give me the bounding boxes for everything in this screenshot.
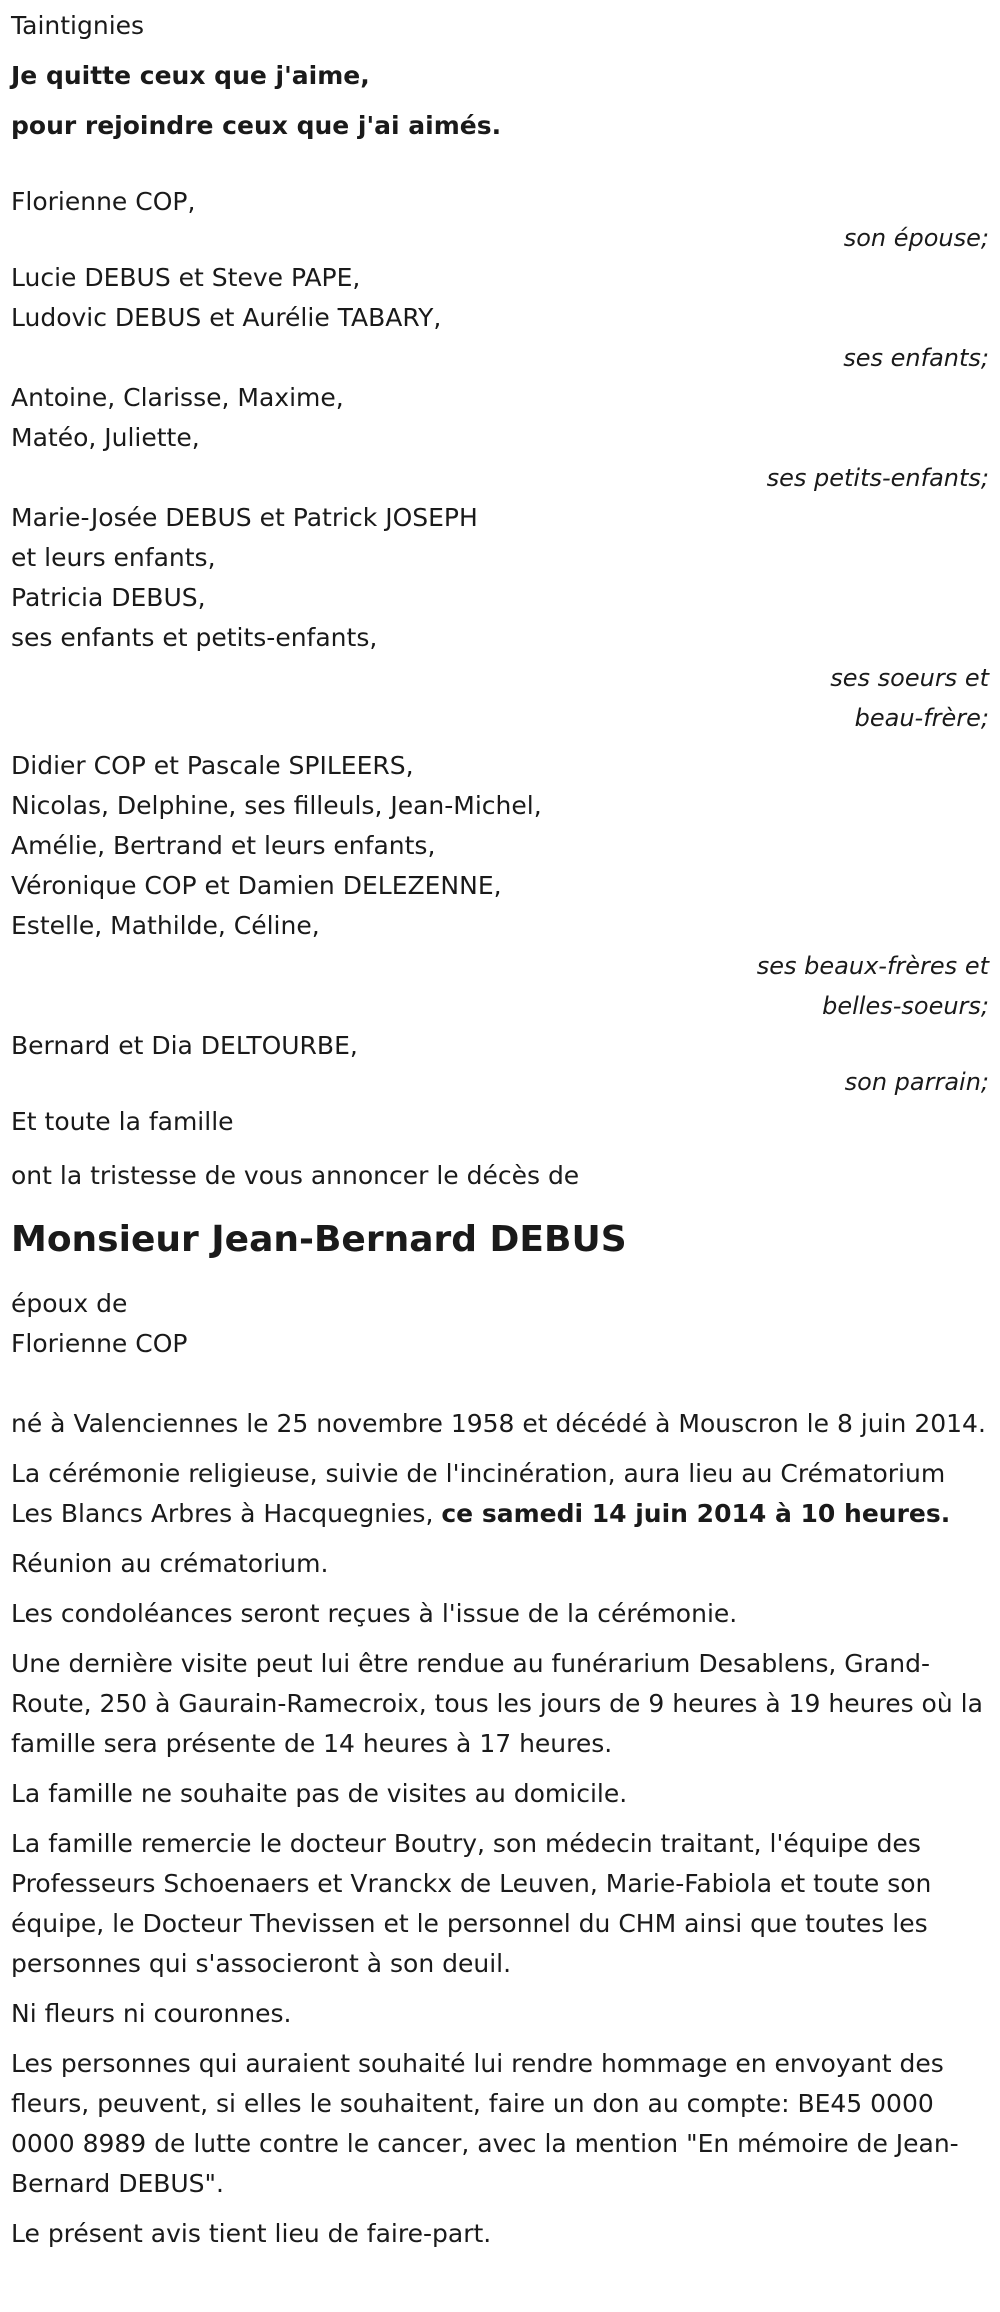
sisters-role-line-2: beau-frère; bbox=[854, 704, 989, 732]
rest-of-family: Et toute la famille bbox=[11, 1107, 234, 1136]
inlaws-line-5: Estelle, Mathilde, Céline, bbox=[11, 911, 320, 940]
spouse-name: Florienne COP, bbox=[11, 187, 196, 216]
sisters-line-4: ses enfants et petits-enfants, bbox=[11, 623, 378, 652]
reunion-text: Réunion au crématorium. bbox=[11, 1549, 329, 1578]
sisters-line-1: Marie-Josée DEBUS et Patrick JOSEPH bbox=[11, 503, 478, 532]
godfather-role: son parrain; bbox=[844, 1068, 989, 1096]
grandchildren-line-2: Matéo, Juliette, bbox=[11, 423, 200, 452]
inlaws-line-2: Nicolas, Delphine, ses filleuls, Jean-Michel, bbox=[11, 791, 542, 820]
grandchildren-role: ses petits-enfants; bbox=[766, 464, 989, 492]
children-line-1: Lucie DEBUS et Steve PAPE, bbox=[11, 263, 361, 292]
inlaws-role-line-2: belles-soeurs; bbox=[822, 992, 989, 1020]
no-home-visits-text: La famille ne souhaite pas de visites au domicile. bbox=[11, 1779, 628, 1808]
sisters-role-line-1: ses soeurs et bbox=[830, 664, 989, 692]
donation-text: Les personnes qui auraient souhaité lui rendre hommage en envoyant des fleurs, peuvent, si elles le souhaitent, faire un don au compte: BE45 0000 0000 8989 de lutte contre le cancer, avec la mention "En mémoire de Jean-Bernard DEBUS". bbox=[11, 2049, 959, 2198]
inlaws-line-3: Amélie, Bertrand et leurs enfants, bbox=[11, 831, 436, 860]
thanks-text: La famille remercie le docteur Boutry, son médecin traitant, l'équipe des Professeurs Schoenaers et Vranckx de Leuven, Marie-Fabiola et toute son équipe, le Docteur Thevissen et le personnel du CHM ainsi que toutes les personnes qui s'associeront à son deuil. bbox=[11, 1829, 932, 1978]
inlaws-line-4: Véronique COP et Damien DELEZENNE, bbox=[11, 871, 502, 900]
announcement-text: ont la tristesse de vous annoncer le décès de bbox=[11, 1161, 580, 1190]
ceremony-date: ce samedi 14 juin 2014 à 10 heures. bbox=[441, 1499, 951, 1528]
spouse-role: son épouse; bbox=[843, 224, 989, 252]
children-line-2: Ludovic DEBUS et Aurélie TABARY, bbox=[11, 303, 442, 332]
location-label: Taintignies bbox=[11, 11, 145, 40]
spouse-of-label: époux de bbox=[11, 1289, 128, 1318]
godfather-name: Bernard et Dia DELTOURBE, bbox=[11, 1031, 358, 1060]
children-role: ses enfants; bbox=[843, 344, 989, 372]
quote-line-2: pour rejoindre ceux que j'ai aimés. bbox=[11, 111, 502, 140]
quote-line-1: Je quitte ceux que j'aime, bbox=[11, 61, 370, 90]
sisters-line-2: et leurs enfants, bbox=[11, 543, 216, 572]
inlaws-line-1: Didier COP et Pascale SPILEERS, bbox=[11, 751, 414, 780]
birth-death-text: né à Valenciennes le 25 novembre 1958 et décédé à Mouscron le 8 juin 2014. bbox=[11, 1409, 986, 1438]
condolences-text: Les condoléances seront reçues à l'issue de la cérémonie. bbox=[11, 1599, 738, 1628]
ceremony-paragraph bbox=[11, 1454, 989, 1534]
grandchildren-line-1: Antoine, Clarisse, Maxime, bbox=[11, 383, 344, 412]
deceased-name: Monsieur Jean-Bernard DEBUS bbox=[11, 1219, 627, 1260]
no-flowers-text: Ni fleurs ni couronnes. bbox=[11, 1999, 292, 2028]
spouse-of-name: Florienne COP bbox=[11, 1329, 188, 1358]
faire-part-text: Le présent avis tient lieu de faire-part. bbox=[11, 2219, 492, 2248]
ceremony-text: La cérémonie religieuse, suivie de l'incinération, aura lieu au Crématorium Les Blancs Arbres à Hacquegnies, bbox=[11, 1459, 946, 1528]
inlaws-role-line-1: ses beaux-frères et bbox=[756, 952, 989, 980]
obituary-notice bbox=[11, 0, 989, 2264]
visit-text: Une dernière visite peut lui être rendue au funérarium Desablens, Grand-Route, 250 à Gaurain-Ramecroix, tous les jours de 9 heures à 19 heures où la famille sera présente de 14 heures à 17 heures. bbox=[11, 1649, 983, 1758]
sisters-line-3: Patricia DEBUS, bbox=[11, 583, 206, 612]
